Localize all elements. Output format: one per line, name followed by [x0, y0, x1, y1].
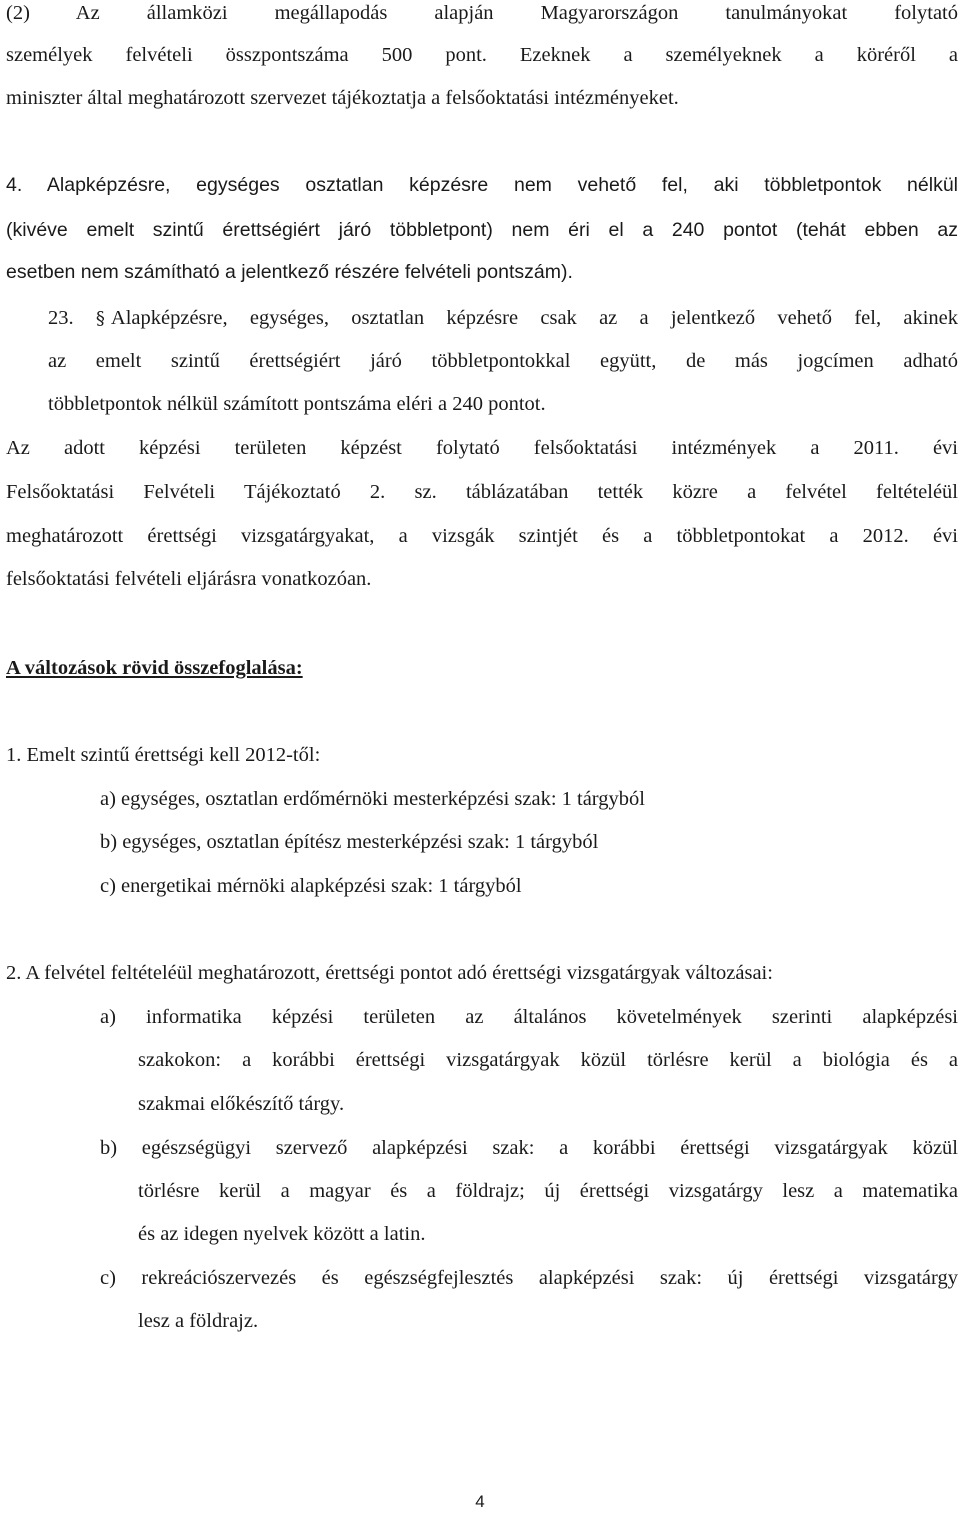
section-sign: § — [95, 308, 105, 329]
section-number: 23. — [48, 307, 74, 329]
list-subitem-continuation: törlésre kerül a magyar és a földrajz; új érettségi vizsgatárgy lesz a matematika — [138, 1180, 958, 1202]
section-heading: A változások rövid összefoglalása: — [6, 657, 303, 679]
paragraph-line: felsőoktatási felvételi eljárásra vonatkozóan. — [6, 568, 372, 590]
paragraph-line: személyek felvételi összpontszáma 500 pont. Ezeknek a személyeknek a köréről a — [6, 44, 958, 66]
paragraph-line: meghatározott érettségi vizsgatárgyakat, a vizsgák szintjét és a többletpontokat a 2012. évi — [6, 525, 958, 547]
list-item-title: 1. Emelt szintű érettségi kell 2012-től: — [6, 744, 321, 766]
section-paragraph-line — [48, 305, 958, 332]
list-subitem-continuation: szakokon: a korábbi érettségi vizsgatárgyak közül törlésre kerül a biológia és a — [138, 1049, 958, 1071]
section-paragraph-line: az emelt szintű érettségiért járó többletpontokkal együtt, de más jogcímen adható — [48, 350, 958, 372]
list-subitem: c) rekreációszervezés és egészségfejlesztés alapképzési szak: új érettségi vizsgatárgy — [100, 1267, 958, 1289]
page-number: 4 — [475, 1492, 485, 1511]
list-subitem: b) egészségügyi szervező alapképzési szak: a korábbi érettségi vizsgatárgyak közül — [100, 1137, 958, 1159]
paragraph-line: esetben nem számítható a jelentkező részére felvételi pontszám). — [6, 261, 573, 283]
list-subitem-continuation: szakmai előkészítő tárgy. — [138, 1093, 345, 1115]
section-text: Alapképzésre, egységes, osztatlan képzésre csak az a jelentkező vehető fel, akinek — [110, 307, 958, 329]
list-subitem: b) egységes, osztatlan építész mesterképzési szak: 1 tárgyból — [100, 831, 599, 853]
paragraph-line: Felsőoktatási Felvételi Tájékoztató 2. sz. táblázatában tették közre a felvétel feltételéül — [6, 481, 958, 503]
paragraph-line: (2) Az államközi megállapodás alapján Magyarországon tanulmányokat folytató — [6, 2, 958, 24]
paragraph-line: 4. Alapképzésre, egységes osztatlan képzésre nem vehető fel, aki többletpontok nélkül — [6, 174, 958, 196]
list-subitem-continuation: lesz a földrajz. — [138, 1310, 259, 1332]
section-paragraph-line: többletpontok nélkül számított pontszáma eléri a 240 pontot. — [48, 393, 546, 415]
paragraph-line: (kivéve emelt szintű érettségiért járó többletpont) nem éri el a 240 pontot (tehát ebben az — [6, 219, 958, 241]
list-subitem: a) informatika képzési területen az általános követelmények szerinti alapképzési — [100, 1006, 958, 1028]
list-subitem: a) egységes, osztatlan erdőmérnöki mesterképzési szak: 1 tárgyból — [100, 788, 645, 810]
paragraph-line: Az adott képzési területen képzést folytató felsőoktatási intézmények a 2011. évi — [6, 437, 958, 459]
list-item-title: 2. A felvétel feltételéül meghatározott, érettségi pontot adó érettségi vizsgatárgyak változásai: — [6, 962, 773, 984]
list-subitem-continuation: és az idegen nyelvek között a latin. — [138, 1223, 426, 1245]
list-subitem: c) energetikai mérnöki alapképzési szak: 1 tárgyból — [100, 875, 522, 897]
paragraph-line: miniszter által meghatározott szervezet tájékoztatja a felsőoktatási intézményeket. — [6, 87, 679, 109]
